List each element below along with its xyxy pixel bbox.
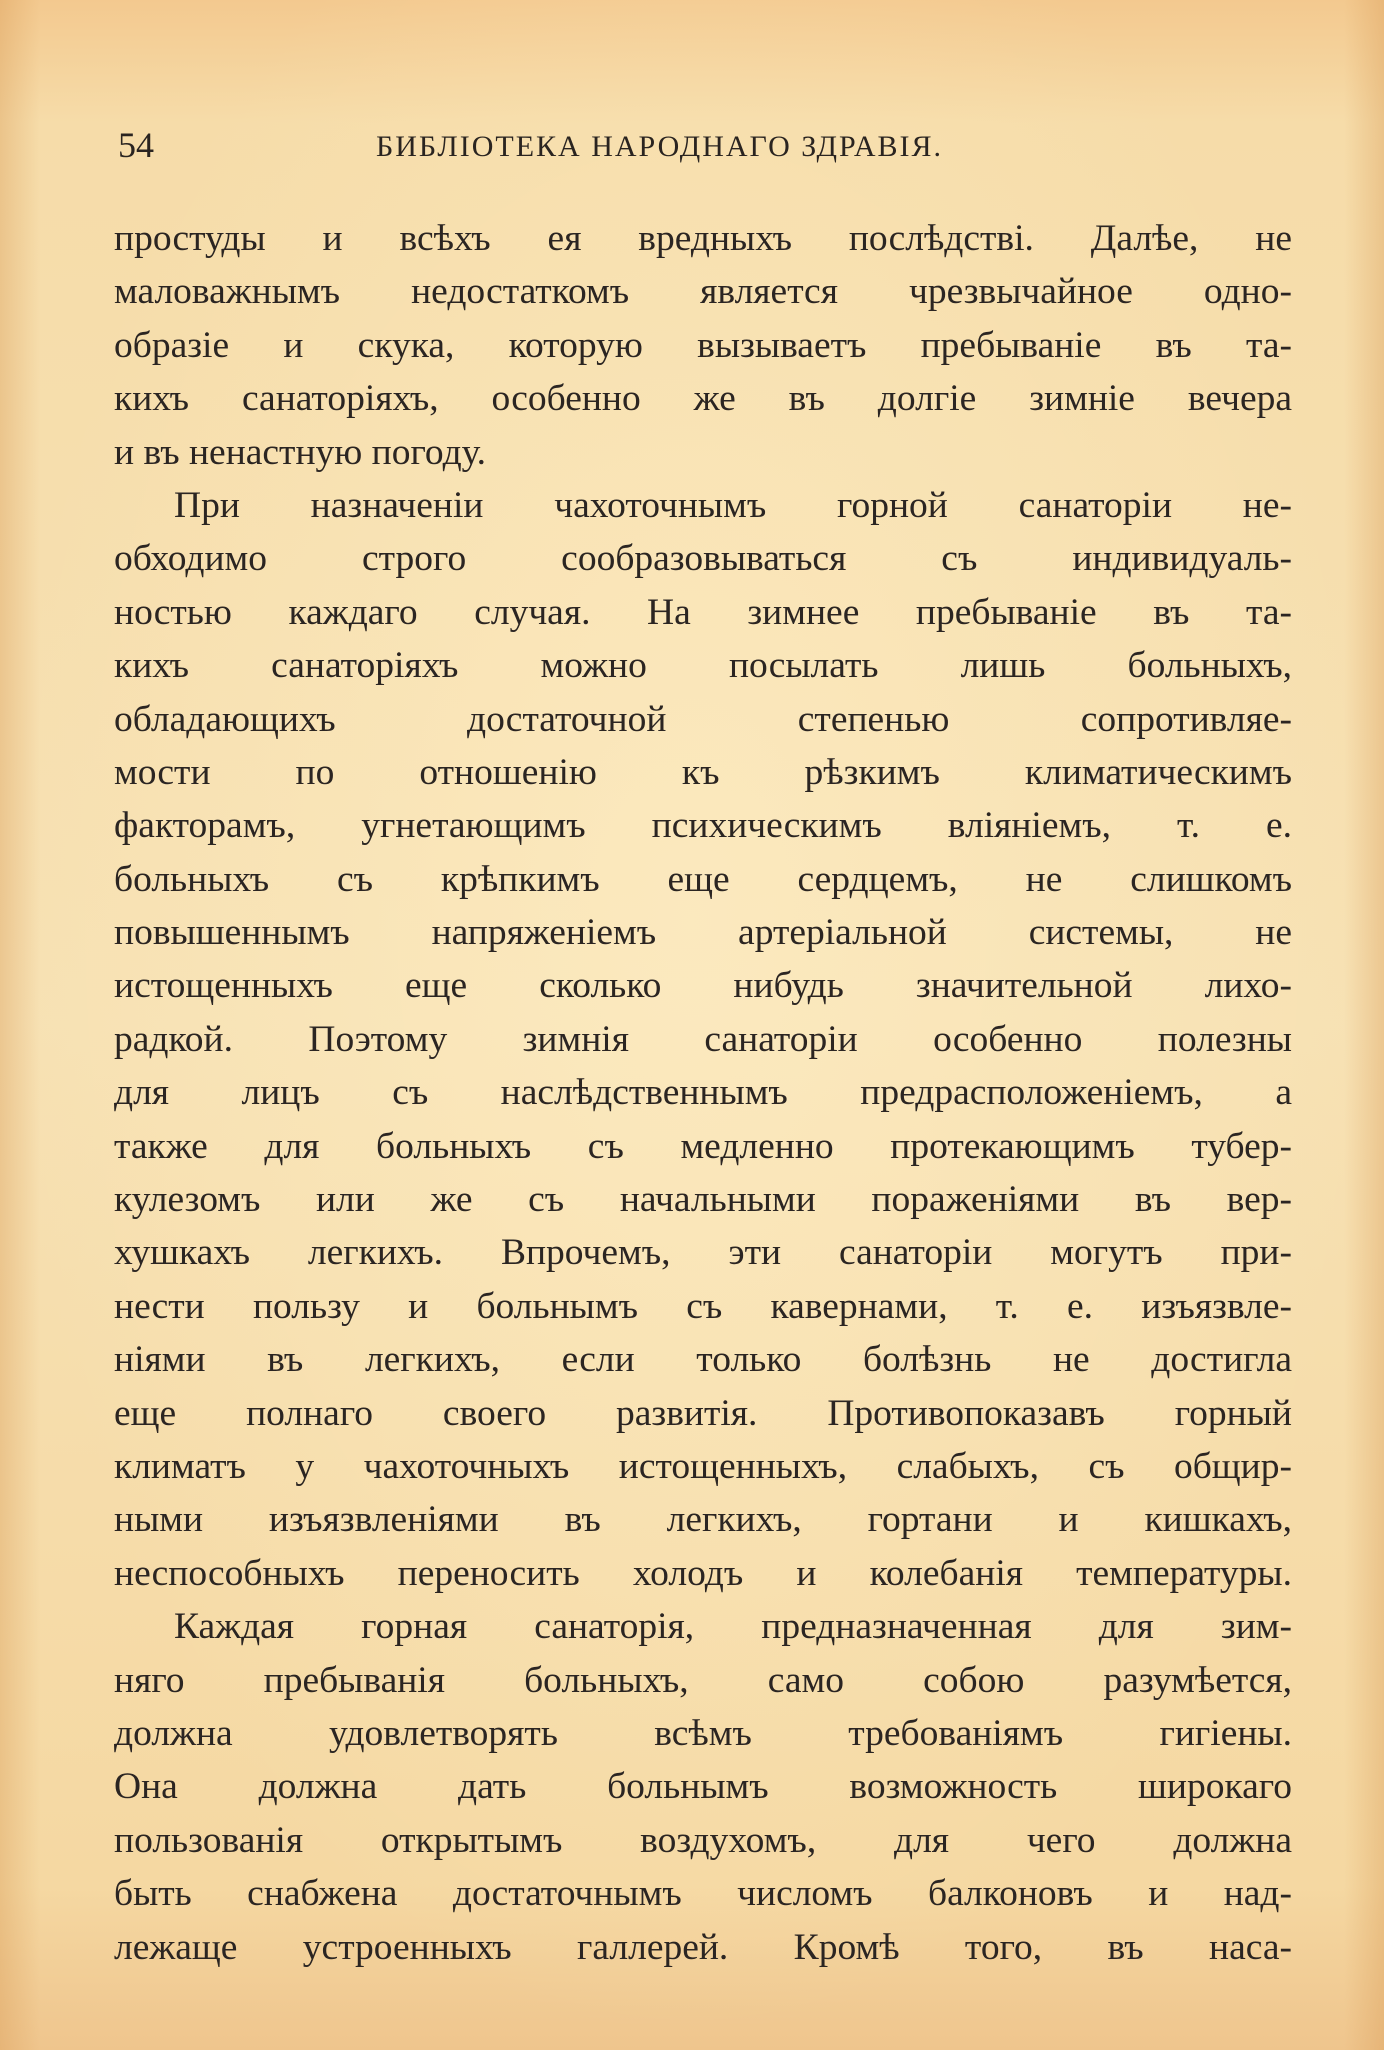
paragraph (114, 479, 1292, 1600)
paragraph (114, 1600, 1292, 1974)
text-line: Она должна дать больнымъ возможность широкаго (114, 1766, 1292, 1808)
text-line: лежаще устроенныхъ галлерей. Кромѣ того, въ наса- (114, 1926, 1292, 1968)
text-line: и въ ненастную погоду. (114, 431, 487, 473)
text-line: ностью каждаго случая. На зимнее пребыванiе въ та- (114, 591, 1292, 633)
text-line: нiями въ легкихъ, если только болѣзнь не достигла (114, 1339, 1292, 1381)
text-line: также для больныхъ съ медленно протекающимъ тубер- (114, 1125, 1292, 1167)
page-edge-shading-right (1344, 0, 1384, 2050)
text-line: для лицъ съ наслѣдственнымъ предрасположенiемъ, а (114, 1072, 1292, 1114)
text-line: факторамъ, угнетающимъ психическимъ влiянiемъ, т. е. (114, 805, 1292, 847)
paragraph (114, 212, 1292, 479)
text-line: должна удовлетворять всѣмъ требованiямъ гигiены. (114, 1712, 1292, 1754)
text-line: больныхъ съ крѣпкимъ еще сердцемъ, не слишкомъ (114, 858, 1292, 900)
text-line: кихъ санаторiяхъ, особенно же въ долгiе зимнiе вечера (114, 378, 1292, 420)
text-line: быть снабжена достаточнымъ числомъ балконовъ и над- (114, 1873, 1292, 1915)
text-line: еще полнаго своего развитiя. Противопоказавъ горный (114, 1392, 1292, 1434)
text-line: маловажнымъ недостаткомъ является чрезвычайное одно- (114, 271, 1292, 313)
text-line: образiе и скука, которую вызываетъ пребыванiе въ та- (114, 324, 1292, 366)
text-line: климатъ у чахоточныхъ истощенныхъ, слабыхъ, съ общир- (114, 1445, 1292, 1487)
text-line: Каждая горная санаторiя, предназначенная для зим- (174, 1606, 1292, 1648)
text-line: неспособныхъ переносить холодъ и колебанiя температуры. (114, 1552, 1292, 1594)
text-line: простуды и всѣхъ ея вредныхъ послѣдствi. Далѣе, не (114, 218, 1292, 259)
text-line: кулезомъ или же съ начальными пораженiями въ вер- (114, 1179, 1292, 1221)
page-edge-shading-left (0, 0, 40, 2050)
text-line: пользованiя открытымъ воздухомъ, для чего должна (114, 1819, 1292, 1861)
text-line: повышеннымъ напряженiемъ артерiальной системы, не (114, 912, 1292, 954)
text-line: обладающихъ достаточной степенью сопротивляе- (114, 698, 1292, 740)
text-line: мости по отношенiю къ рѣзкимъ климатическимъ (114, 751, 1292, 793)
body-text (114, 212, 1292, 1974)
text-line: кихъ санаторiяхъ можно посылать лишь больныхъ, (114, 645, 1292, 687)
text-line: радкой. Поэтому зимнiя санаторiи особенно полезны (114, 1018, 1292, 1060)
page-number: 54 (118, 125, 154, 165)
running-title: БИБЛIОТЕКА НАРОДНАГО ЗДРАВIЯ. (376, 130, 943, 163)
text-line: няго пребыванiя больныхъ, само собою разумѣется, (114, 1659, 1292, 1701)
text-line: обходимо строго сообразовываться съ индивидуаль- (114, 538, 1292, 580)
text-line: нести пользу и больнымъ съ кавернами, т. е. изъязвле- (114, 1285, 1292, 1327)
text-line: ными изъязвленiями въ легкихъ, гортани и кишкахъ, (114, 1499, 1292, 1541)
text-line: При назначенiи чахоточнымъ горной санаторiи не- (174, 484, 1292, 526)
text-line: хушкахъ легкихъ. Впрочемъ, эти санаторiи могутъ при- (114, 1232, 1292, 1274)
text-line: истощенныхъ еще сколько нибудь значительной лихо- (114, 965, 1292, 1007)
running-header (118, 120, 1292, 180)
